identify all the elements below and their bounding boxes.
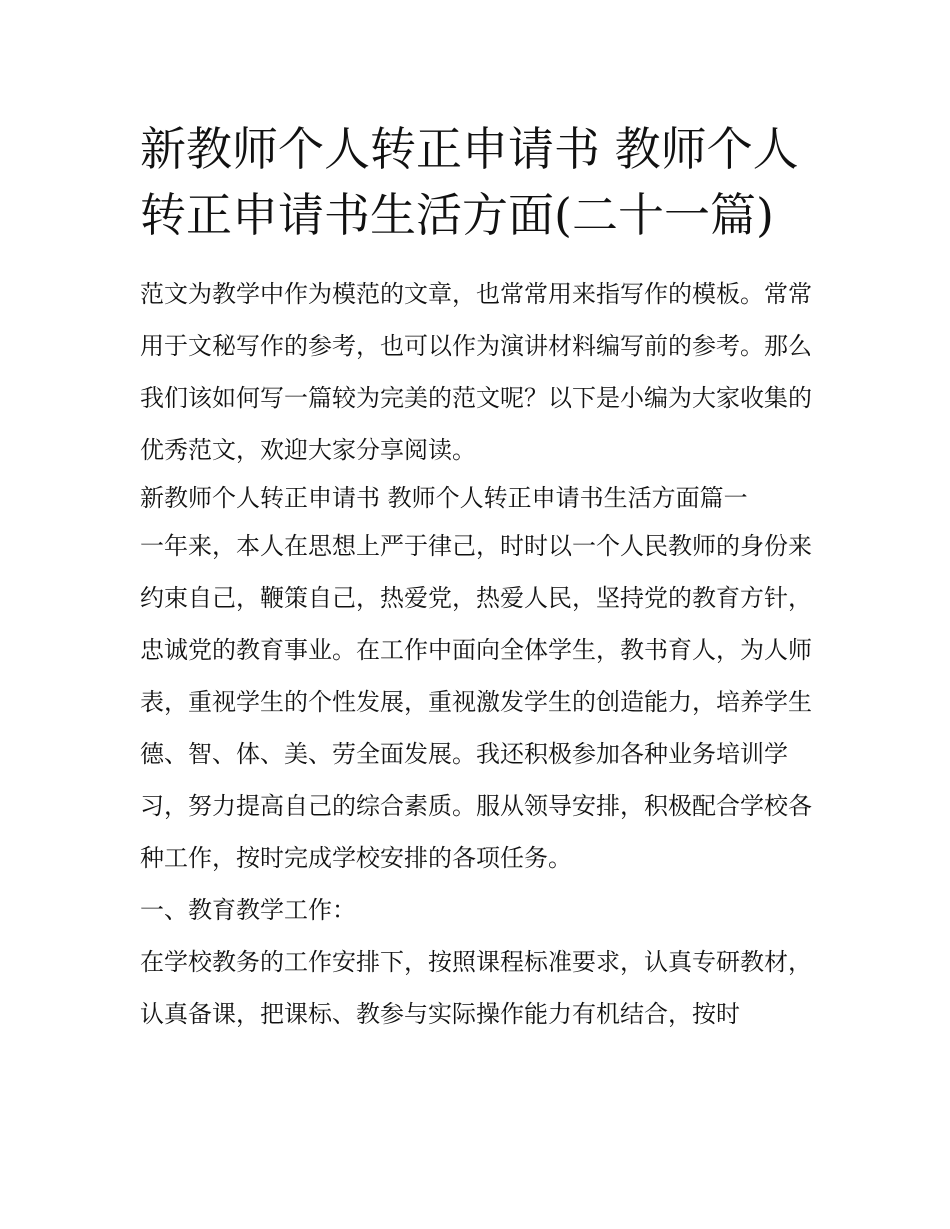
document-content — [140, 116, 815, 1040]
body-paragraph-continued: 在学校教务的工作安排下，按照课程标准要求，认真专研教材，认真备课，把课标、教参与实际操作能力有机结合，按时 — [140, 948, 812, 1028]
subsection-heading: 一、教育教学工作： — [140, 896, 356, 924]
document-title: 新教师个人转正申请书 教师个人转正申请书生活方面(二十一篇) — [140, 122, 799, 242]
body-paragraph: 一年来，本人在思想上严于律己，时时以一个人民教师的身份来约束自己，鞭策自己，热爱党，热爱人民，坚持党的教育方针，忠诚党的教育事业。在工作中面向全体学生，教书育人，为人师表，重视学生的个性发展，重视激发学生的创造能力，培养学生德、智、体、美、劳全面发展。我还积极参加各种业务培训学习，努力提高自己的综合素质。服从领导安排，积极配合学校各种工作，按时完成学校安排的各项任务。 — [140, 532, 812, 872]
section-heading-1: 新教师个人转正申请书 教师个人转正申请书生活方面篇一 — [140, 484, 748, 512]
intro-paragraph: 范文为教学中作为模范的文章，也常常用来指写作的模板。常常用于文秘写作的参考，也可以作为演讲材料编写前的参考。那么我们该如何写一篇较为完美的范文呢？以下是小编为大家收集的优秀范文，欢迎大家分享阅读。 — [140, 280, 812, 464]
